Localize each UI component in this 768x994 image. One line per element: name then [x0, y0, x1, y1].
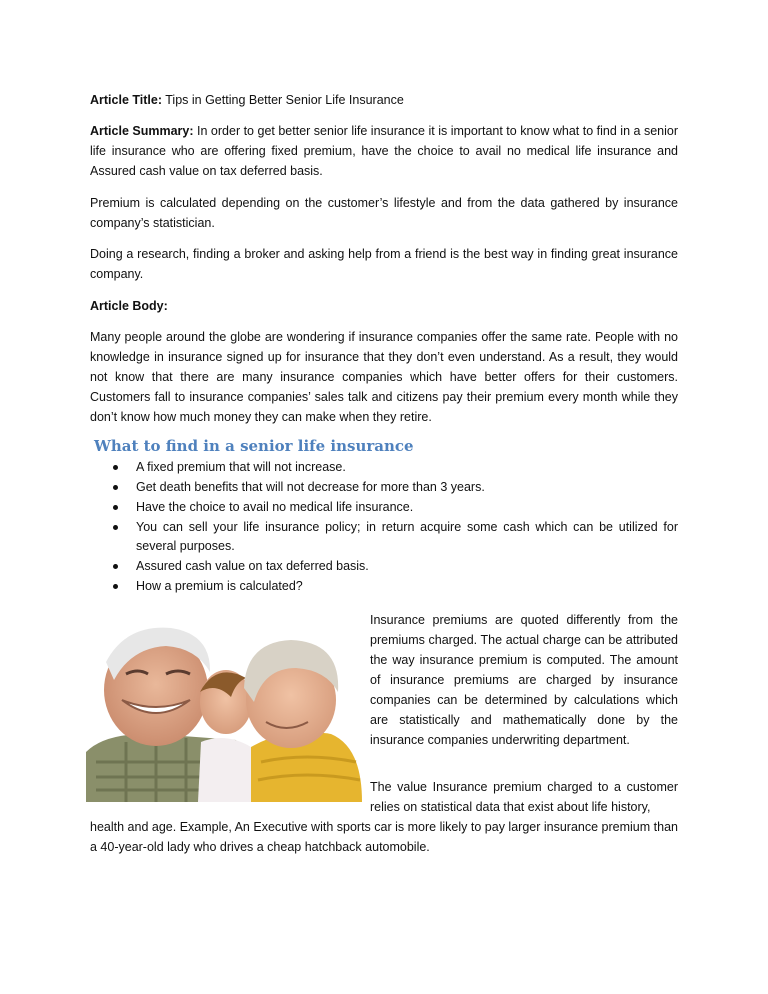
paragraph-body: Many people around the globe are wondering if insurance companies offer the same rate. People with no knowledge in insurance signed up for insurance that they don’t even understand. As a result, they would not know that there are many insurance companies which have better offers for their customers. Customers fall to insurance companies’ sales talk and citizens pay their premium every month while they don’t know how much money they can make when they retire.: [90, 330, 678, 424]
article-title-value: Tips in Getting Better Senior Life Insurance: [162, 93, 404, 107]
bullet-dot-icon: [113, 584, 118, 589]
article-summary-value: In order to get better senior life insurance it is important to know what to find in a senior life insurance who are offering fixed premium, have the choice to avail no medical life insurance and Assured cash value on tax deferred basis.: [90, 124, 679, 178]
bullet-list: [110, 458, 678, 597]
article-summary-label: Article Summary:: [90, 124, 194, 138]
bullet-dot-icon: [113, 564, 118, 569]
article-body-label: Article Body:: [90, 299, 168, 313]
list-item: [110, 498, 678, 517]
bullet-dot-icon: [113, 525, 118, 530]
list-item-text: Have the choice to avail no medical life insurance.: [136, 500, 414, 514]
section-heading: What to find in a senior life insurance: [94, 437, 414, 455]
article-title-label: Article Title:: [90, 93, 163, 107]
paragraph-premium-value-start: The value Insurance premium charged to a customer relies on statistical data that exist about life history,: [370, 780, 678, 814]
list-item-text: How a premium is calculated?: [136, 579, 303, 593]
article-summary: [90, 121, 678, 181]
paragraph-premium: Premium is calculated depending on the customer’s lifestyle and from the data gathered by insurance company’s statistician.: [90, 196, 678, 230]
list-item-text: Get death benefits that will not decrease for more than 3 years.: [136, 480, 485, 494]
list-item: [110, 577, 678, 596]
paragraph-research: Doing a research, finding a broker and asking help from a friend is the best way in finding great insurance company.: [90, 247, 678, 281]
paragraph-premium-value-end: health and age. Example, An Executive with sports car is more likely to pay larger insurance premium than a 40-year-old lady who drives a cheap hatchback automobile.: [90, 820, 678, 854]
paragraph-premiums-quoted: Insurance premiums are quoted differently from the premiums charged. The actual charge can be attributed the way insurance premium is computed. The amount of insurance premiums are charged by insurance companies can be determined by calculations which are statistically and mathematically done by the insurance companies underwriting department.: [370, 613, 678, 747]
bullet-dot-icon: [113, 505, 118, 510]
article-title: [90, 90, 678, 110]
bullet-dot-icon: [113, 465, 118, 470]
list-item-text: A fixed premium that will not increase.: [136, 460, 346, 474]
family-photo: [86, 622, 362, 802]
list-item: [110, 557, 678, 576]
list-item-text: You can sell your life insurance policy; in return acquire some cash which can be utilized for several purposes.: [136, 520, 678, 553]
list-item-text: Assured cash value on tax deferred basis.: [136, 559, 369, 573]
list-item: [110, 518, 678, 556]
list-item: [110, 478, 678, 497]
bullet-dot-icon: [113, 485, 118, 490]
list-item: [110, 458, 678, 477]
